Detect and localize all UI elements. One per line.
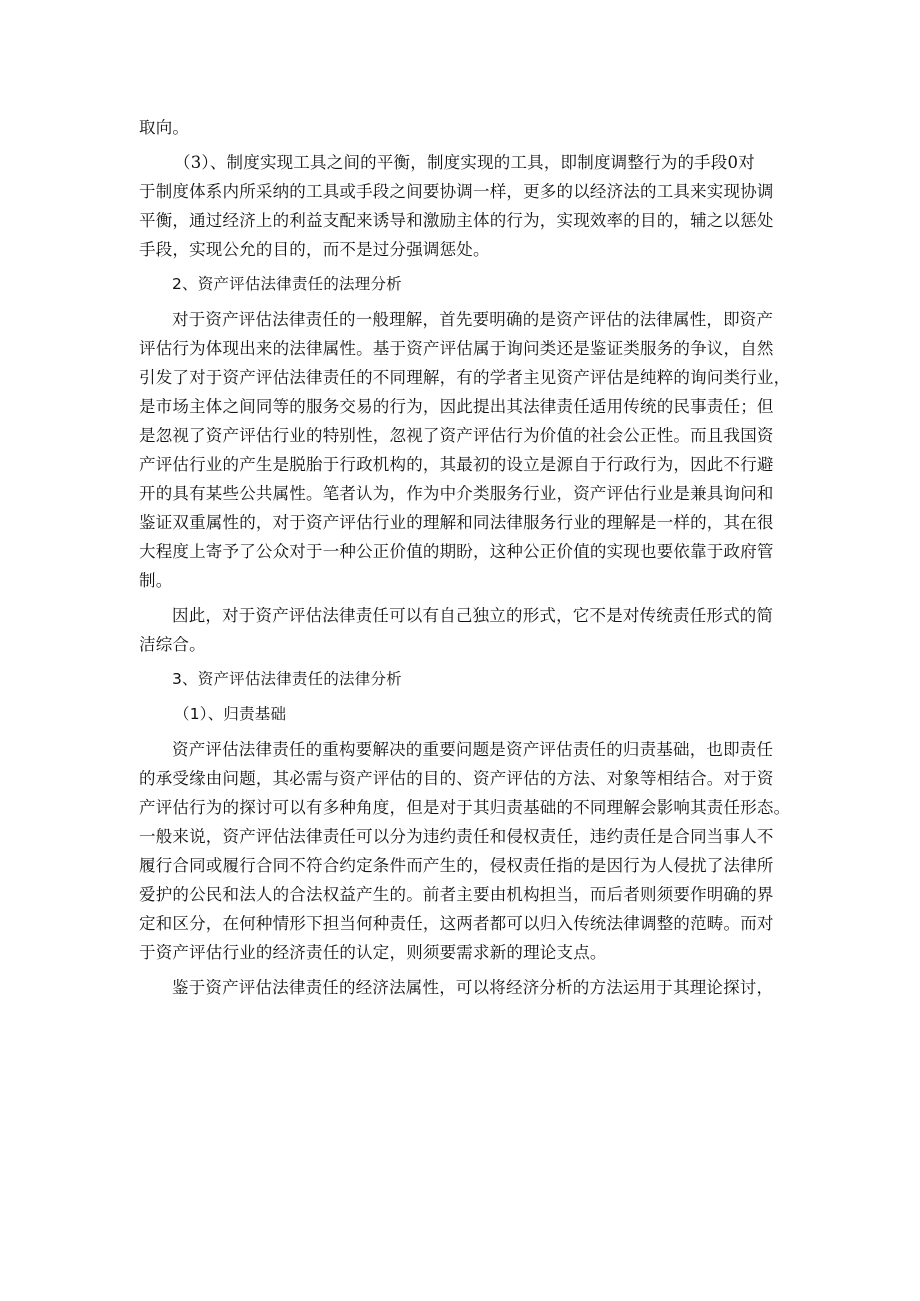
text-line: 平衡，通过经济上的利益支配来诱导和激励主体的行为，实现效率的目的，辅之以惩处 [139,211,774,230]
text-line: 取向。 [139,118,190,137]
text-line: 开的具有某些公共属性。笔者认为，作为中介类服务行业，资产评估行业是兼具询问和 [139,484,774,503]
text-line: 产评估行为的探讨可以有多种角度，但是对于其归责基础的不同理解会影响其责任形态。 [139,798,791,817]
document-body [139,113,791,1002]
text-line: 评估行为体现出来的法律属性。基于资产评估属于询问类还是鉴证类服务的争议，自然 [139,339,774,358]
paragraph [139,148,787,264]
text-line: 鉴于资产评估法律责任的经济法属性，可以将经济分析的方法运用于其理论探讨， [172,978,774,997]
text-line: 大程度上寄予了公众对于一种公正价值的期盼，这种公正价值的实现也要依靠于政府管 [139,542,774,561]
text-line: 于制度体系内所采纳的工具或手段之间要协调一样，更多的以经济法的工具来实现协调 [139,182,774,201]
subsection-heading-text: （1）、归责基础 [174,705,287,723]
section-heading [139,270,787,299]
text-line: 制。 [139,571,173,590]
text-line: 对于资产评估法律责任的一般理解，首先要明确的是资产评估的法律属性，即资产 [172,310,774,329]
section-heading-text: 3、资产评估法律责任的法律分析 [172,670,402,688]
text-line: 洁综合。 [139,635,206,654]
text-line: 手段，实现公允的目的，而不是过分强调惩处。 [139,240,490,259]
text-line: 是市场主体之间同等的服务交易的行为，因此提出其法律责任适用传统的民事责任；但 [139,397,774,416]
paragraph [139,973,787,1002]
subsection-heading [139,700,787,729]
paragraph [139,735,791,967]
text-line: 定和区分，在何种情形下担当何种责任，这两者都可以归入传统法律调整的范畴。而对 [139,914,774,933]
text-line: 鉴证双重属性的，对于资产评估行业的理解和同法律服务行业的理解是一样的，其在很 [139,513,774,532]
paragraph [139,113,787,142]
text-line: 是忽视了资产评估行业的特别性，忽视了资产评估行为价值的社会公正性。而且我国资 [139,426,774,445]
text-line: 的承受缘由问题，其必需与资产评估的目的、资产评估的方法、对象等相结合。对于资 [139,769,774,788]
section-heading-text: 2、资产评估法律责任的法理分析 [172,275,402,293]
section-heading [139,665,787,694]
paragraph [139,601,787,659]
text-line: 一般来说，资产评估法律责任可以分为违约责任和侵权责任，违约责任是合同当事人不 [139,827,774,846]
text-line: 产评估行业的产生是脱胎于行政机构的，其最初的设立是源自于行政行为，因此不行避 [139,455,774,474]
text-line: 履行合同或履行合同不符合约定条件而产生的，侵权责任指的是因行为人侵扰了法律所 [139,856,774,875]
text-line: 引发了对于资产评估法律责任的不同理解，有的学者主见资产评估是纯粹的询问类行业， [139,368,791,387]
text-line: （3）、制度实现工具之间的平衡，制度实现的工具，即制度调整行为的手段0对 [174,153,755,172]
text-line: 爱护的公民和法人的合法权益产生的。前者主要由机构担当，而后者则须要作明确的界 [139,885,774,904]
text-line: 于资产评估行业的经济责任的认定，则须要需求新的理论支点。 [139,943,607,962]
text-line: 资产评估法律责任的重构要解决的重要问题是资产评估责任的归责基础，也即责任 [172,740,774,759]
paragraph [139,305,791,595]
text-line: 因此，对于资产评估法律责任可以有自己独立的形式，它不是对传统责任形式的简 [172,606,774,625]
